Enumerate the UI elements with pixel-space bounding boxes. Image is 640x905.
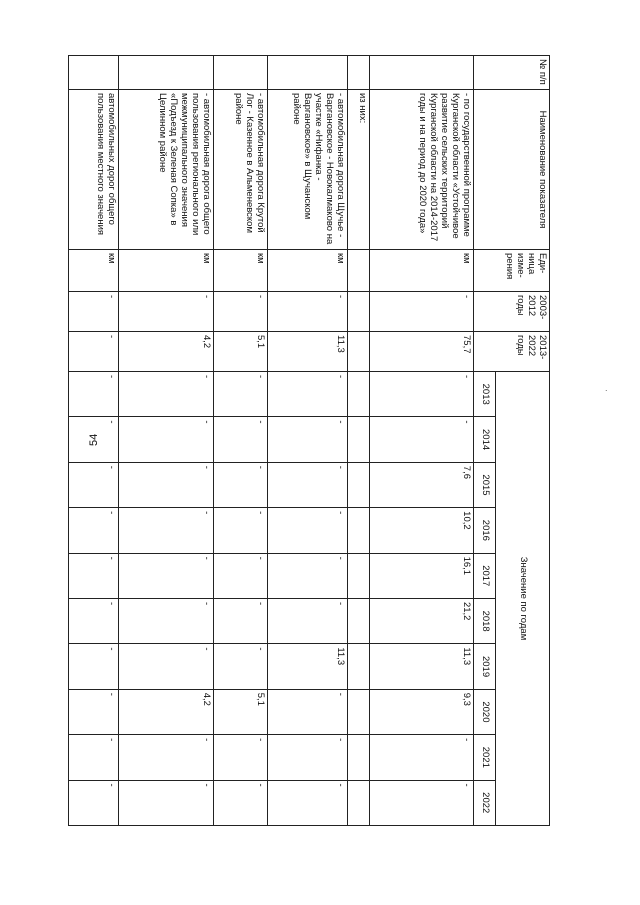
row-num (69, 56, 119, 90)
row-value-2020: - (268, 689, 348, 734)
row-value-2016 (348, 508, 370, 553)
row-value-2017: - (268, 553, 348, 598)
row-period-2013-2022 (348, 332, 370, 372)
header-unit: Еди-ница изме-рения (474, 250, 550, 292)
row-period-2013-2022: 4,2 (119, 332, 214, 372)
row-value-2020: 4,2 (119, 689, 214, 734)
row-value-2022: - (214, 780, 268, 825)
row-value-2016: - (69, 508, 119, 553)
row-name: - автомобильная дорога общего пользования регионального или межмуниципального значения «Подъезд к Зеленая Сопка» в Целинном районе (119, 90, 214, 250)
row-name: - автомобильная дорога Щучье - Варгановское - Новокалмаково на участке «Нифанка - Варгановское» в Щучанском районе (268, 90, 348, 250)
row-value-2014: - (370, 417, 474, 462)
header-year-2017: 2017 (474, 553, 496, 598)
row-value-2021 (348, 735, 370, 780)
row-value-2016: - (268, 508, 348, 553)
row-value-2017: 16,1 (370, 553, 474, 598)
row-period-2003-2012: - (370, 292, 474, 332)
header-year-2014: 2014 (474, 417, 496, 462)
row-name: - по государственной программе Курганской области «Устойчивое развитие сельских территорий Курганской области на 2014-2017 годы и на период до 2020 года» (370, 90, 474, 250)
table-row (268, 56, 348, 826)
row-value-2018: - (214, 598, 268, 643)
row-value-2019: 11,3 (370, 644, 474, 689)
header-year-2022: 2022 (474, 780, 496, 825)
header-year-2020: 2020 (474, 689, 496, 734)
row-period-2013-2022: 5,1 (214, 332, 268, 372)
row-value-2014: - (119, 417, 214, 462)
header-period-2003-2012: 2003-2012 годы (474, 292, 550, 332)
table-row (119, 56, 214, 826)
row-period-2003-2012: - (119, 292, 214, 332)
row-value-2022: - (119, 780, 214, 825)
row-value-2015: 7,6 (370, 462, 474, 507)
row-unit: км (268, 250, 348, 292)
row-unit: км (370, 250, 474, 292)
row-period-2003-2012 (348, 292, 370, 332)
row-value-2020: 9,3 (370, 689, 474, 734)
row-period-2013-2022: 11,3 (268, 332, 348, 372)
header-year-2019: 2019 (474, 644, 496, 689)
data-table (68, 55, 550, 826)
row-value-2013: - (370, 372, 474, 417)
row-value-2022: - (268, 780, 348, 825)
row-num (370, 56, 474, 90)
row-value-2020: - (69, 689, 119, 734)
row-value-2016: 10,2 (370, 508, 474, 553)
row-name: - автомобильная дорога Крутой Лог - Казенное в Альменевском районе (214, 90, 268, 250)
row-value-2015 (348, 462, 370, 507)
row-value-2021: - (214, 735, 268, 780)
row-num (214, 56, 268, 90)
header-period-2013-2022: 2013-2022 годы (474, 332, 550, 372)
row-value-2018: - (69, 598, 119, 643)
row-value-2015: - (268, 462, 348, 507)
row-unit (348, 250, 370, 292)
page-number: 54 (88, 433, 100, 446)
row-value-2013 (348, 372, 370, 417)
row-value-2015: - (69, 462, 119, 507)
row-value-2014: - (268, 417, 348, 462)
header-num: № п/п (474, 56, 550, 90)
row-value-2019: - (214, 644, 268, 689)
row-value-2019: 11,3 (268, 644, 348, 689)
rotated-table-wrapper (95, 55, 550, 825)
row-value-2014: - (69, 417, 119, 462)
row-value-2013: - (119, 372, 214, 417)
row-value-2014 (348, 417, 370, 462)
header-values-by-year: Значение по годам (496, 372, 550, 826)
row-value-2013: - (214, 372, 268, 417)
row-value-2017: - (214, 553, 268, 598)
row-unit: км (214, 250, 268, 292)
row-value-2021: - (268, 735, 348, 780)
row-value-2013: - (69, 372, 119, 417)
row-value-2020 (348, 689, 370, 734)
table-row (348, 56, 370, 826)
row-num (268, 56, 348, 90)
row-value-2019: - (119, 644, 214, 689)
row-name: автомобильных дорог общего пользования местного значения (69, 90, 119, 250)
row-value-2022: - (370, 780, 474, 825)
row-value-2014: - (214, 417, 268, 462)
row-unit: км (69, 250, 119, 292)
header-name: Наименование показателя (474, 90, 550, 250)
row-value-2020: 5,1 (214, 689, 268, 734)
row-value-2015: - (119, 462, 214, 507)
row-value-2019 (348, 644, 370, 689)
header-year-2018: 2018 (474, 598, 496, 643)
header-year-2021: 2021 (474, 735, 496, 780)
row-period-2003-2012: - (214, 292, 268, 332)
row-value-2018: 21,2 (370, 598, 474, 643)
scan-mark: . (605, 383, 608, 393)
table-row (370, 56, 474, 826)
row-period-2013-2022: - (69, 332, 119, 372)
row-value-2021: - (119, 735, 214, 780)
header-year-2016: 2016 (474, 508, 496, 553)
row-period-2003-2012: - (268, 292, 348, 332)
row-value-2018 (348, 598, 370, 643)
row-value-2022: - (69, 780, 119, 825)
row-value-2013: - (268, 372, 348, 417)
row-value-2017 (348, 553, 370, 598)
row-value-2016: - (214, 508, 268, 553)
row-value-2015: - (214, 462, 268, 507)
row-value-2021: - (370, 735, 474, 780)
row-value-2016: - (119, 508, 214, 553)
row-num (348, 56, 370, 90)
row-value-2018: - (119, 598, 214, 643)
row-period-2003-2012: - (69, 292, 119, 332)
row-value-2022 (348, 780, 370, 825)
row-name: из них: (348, 90, 370, 250)
table-row (69, 56, 119, 826)
row-value-2018: - (268, 598, 348, 643)
row-num (119, 56, 214, 90)
row-value-2017: - (119, 553, 214, 598)
row-value-2019: - (69, 644, 119, 689)
table-row (214, 56, 268, 826)
row-unit: км (119, 250, 214, 292)
row-value-2017: - (69, 553, 119, 598)
header-year-2015: 2015 (474, 462, 496, 507)
header-year-2013: 2013 (474, 372, 496, 417)
row-period-2013-2022: 75,7 (370, 332, 474, 372)
row-value-2021: - (69, 735, 119, 780)
